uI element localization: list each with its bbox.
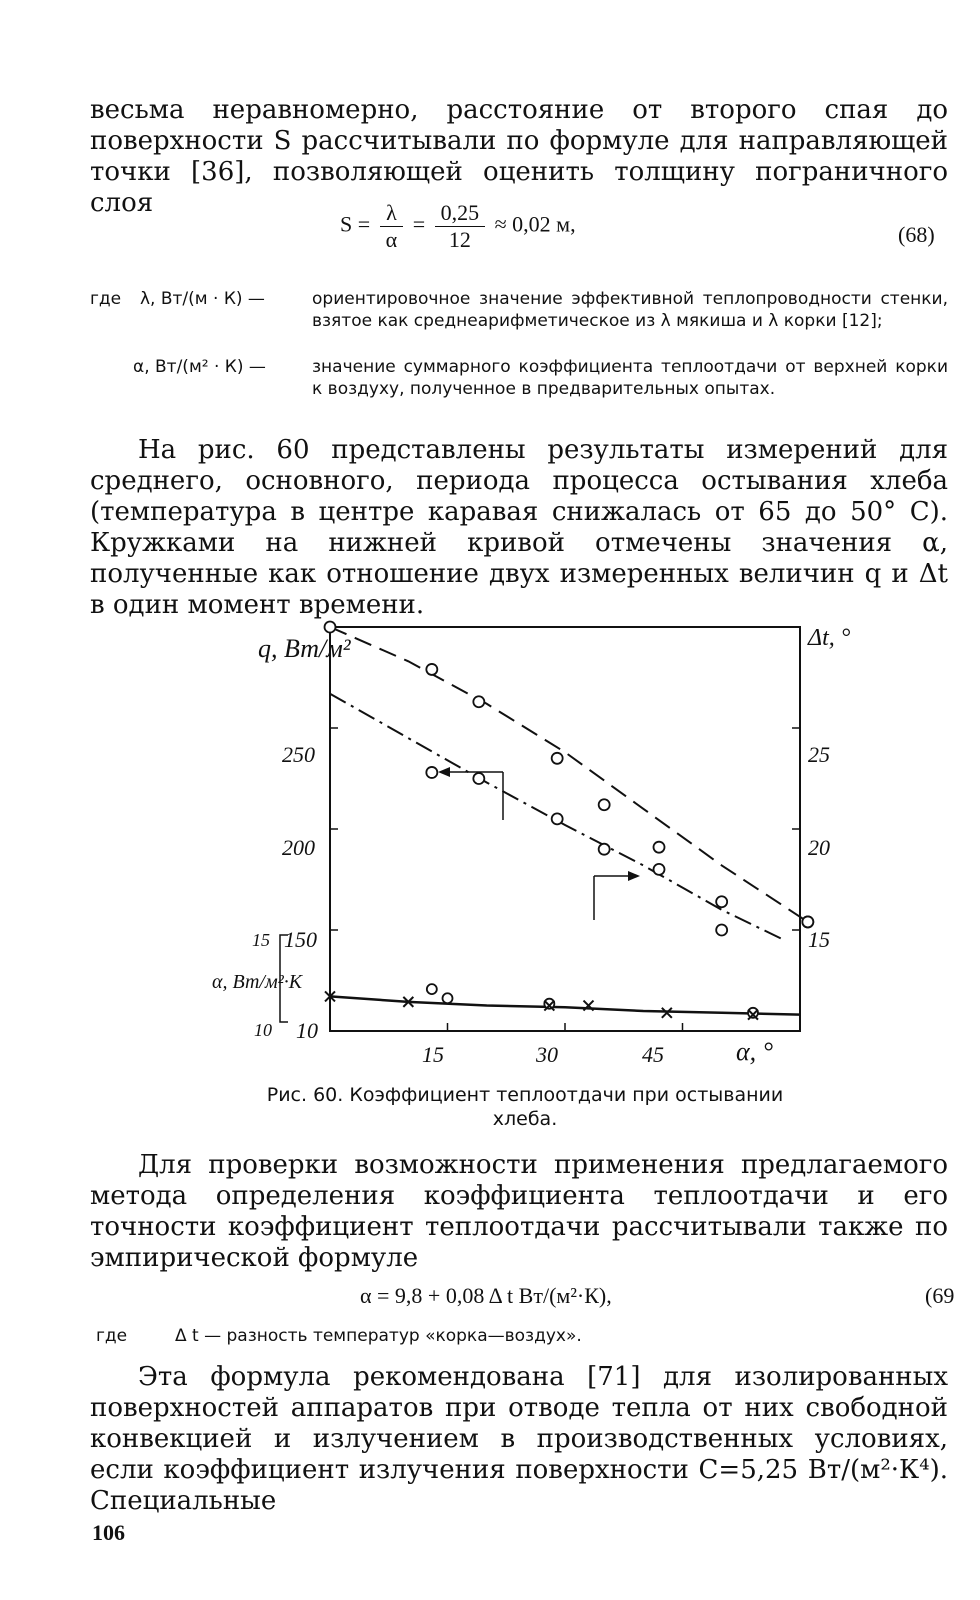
heat-flux-point xyxy=(654,842,665,853)
formula-lhs: S = xyxy=(340,211,371,237)
paragraph-4: Эта формула рекомендована [71] для изолированных поверхностей аппаратов при отводе тепла от них свободной конвекцией и излучением в производственных условиях, если коэффициент излучения поверхности C=5,25 Вт/(м²·К⁴). Специальные xyxy=(90,1362,948,1516)
page-number: 106 xyxy=(92,1520,125,1545)
chart-markers xyxy=(325,622,814,1020)
where-item2-symbol: α, Вт/(м² · К) — xyxy=(133,357,266,377)
alpha-measured-point xyxy=(544,999,554,1009)
x-tick-45: 45 xyxy=(642,1042,664,1067)
arrow-to-right-axis xyxy=(594,871,640,920)
figure-60-chart xyxy=(210,610,850,1080)
formula-68 xyxy=(340,200,576,253)
where-69-text: Δ t — разность температур «корка—воздух». xyxy=(175,1326,582,1346)
alpha-measured-point xyxy=(748,1008,758,1018)
temperature-difference-point xyxy=(716,925,727,936)
alpha-measured-point xyxy=(443,993,453,1003)
where-item2-text: значение суммарного коэффициента теплоотдачи от верхней корки к воздуху, полученное в предварительных опытах. xyxy=(312,357,948,399)
formula-rhs: ≈ 0,02 м, xyxy=(494,211,576,237)
right-tick-20: 20 xyxy=(808,835,830,860)
alpha-axis-label: α, Вт/м²·К xyxy=(212,971,302,993)
heat-flux-point xyxy=(426,664,437,675)
heat-flux-point xyxy=(552,753,563,764)
left-tick-250: 250 xyxy=(282,742,315,767)
temperature-difference-point xyxy=(654,864,665,875)
arrow-to-left-axis xyxy=(438,767,503,820)
left-tick-150: 150 xyxy=(284,927,317,952)
formula-fraction-lambda-alpha xyxy=(380,200,404,253)
alpha-tick-15: 15 xyxy=(252,930,270,950)
where-lead-69: где xyxy=(96,1326,128,1346)
fraction-numerator: λ xyxy=(380,200,404,227)
x-tick-30: 30 xyxy=(536,1042,558,1067)
figure-caption-line2: хлеба. xyxy=(492,1108,558,1130)
paragraph-3: Для проверки возможности применения предлагаемого метода определения коэффициента теплоотдачи и его точности коэффициент теплоотдачи рассчитывали также по эмпирической формуле xyxy=(90,1150,948,1273)
heat-flux-point xyxy=(716,896,727,907)
right-tick-15: 15 xyxy=(808,927,830,952)
series-alpha-curve xyxy=(330,996,800,1014)
axis-ticks xyxy=(330,728,800,1031)
fraction-numerator: 0,25 xyxy=(435,200,486,227)
fraction-denominator: 12 xyxy=(448,227,471,252)
plot-frame xyxy=(330,627,800,1031)
x-axis-label: α, ° xyxy=(736,1037,774,1066)
where-lead-68: где xyxy=(90,289,122,309)
equation-number-69: (69 xyxy=(925,1283,955,1308)
heat-flux-point xyxy=(325,622,336,633)
heat-flux-point xyxy=(599,799,610,810)
temperature-difference-point xyxy=(802,916,813,927)
right-tick-25: 25 xyxy=(808,742,830,767)
alpha-measured-point xyxy=(427,984,437,994)
where-item1-symbol: λ, Вт/(м · К) — xyxy=(140,289,265,309)
series-heat-flux-curve xyxy=(330,627,808,922)
right-axis-label: Δt, ° xyxy=(808,625,850,651)
temperature-difference-point xyxy=(552,813,563,824)
fraction-denominator: α xyxy=(385,227,398,252)
temperature-difference-point xyxy=(473,773,484,784)
figure-caption-line1: Рис. 60. Коэффициент теплоотдачи при остывании xyxy=(266,1084,784,1106)
left-tick-200: 200 xyxy=(282,835,315,860)
paragraph-2: На рис. 60 представлены результаты измерений для среднего, основного, периода процесса остывания хлеба (температура в центре каравая снижалась от 65 до 50° С). Кружками на нижней кривой отмечены значения α, полученные как отношение двух измеренных величин q и Δt в один момент времени. xyxy=(90,435,948,620)
paragraph-1: весьма неравномерно, расстояние от второго спая до поверхности S рассчитывали по формуле для направляющей точки [36], позволяющей оценить толщину пограничного слоя xyxy=(90,95,948,218)
equation-number-68: (68) xyxy=(898,222,935,247)
formula-equals: = xyxy=(412,211,426,237)
formula-69: α = 9,8 + 0,08 Δ t Вт/(м²·К), xyxy=(360,1283,612,1308)
formula-fraction-values xyxy=(435,200,486,253)
alpha-tick-10: 10 xyxy=(254,1020,272,1040)
temperature-difference-point xyxy=(426,767,437,778)
x-tick-15: 15 xyxy=(422,1042,444,1067)
heat-flux-point xyxy=(473,696,484,707)
temperature-difference-point xyxy=(599,844,610,855)
where-item1-text: ориентировочное значение эффективной теплопроводности стенки, взятое как среднеарифметическое из λ мякиша и λ корки [12]; xyxy=(312,289,948,331)
chart-curves xyxy=(330,627,808,1015)
left-tick-10: 10 xyxy=(296,1018,318,1043)
left-axis-label: q, Вт/м² xyxy=(258,634,351,663)
